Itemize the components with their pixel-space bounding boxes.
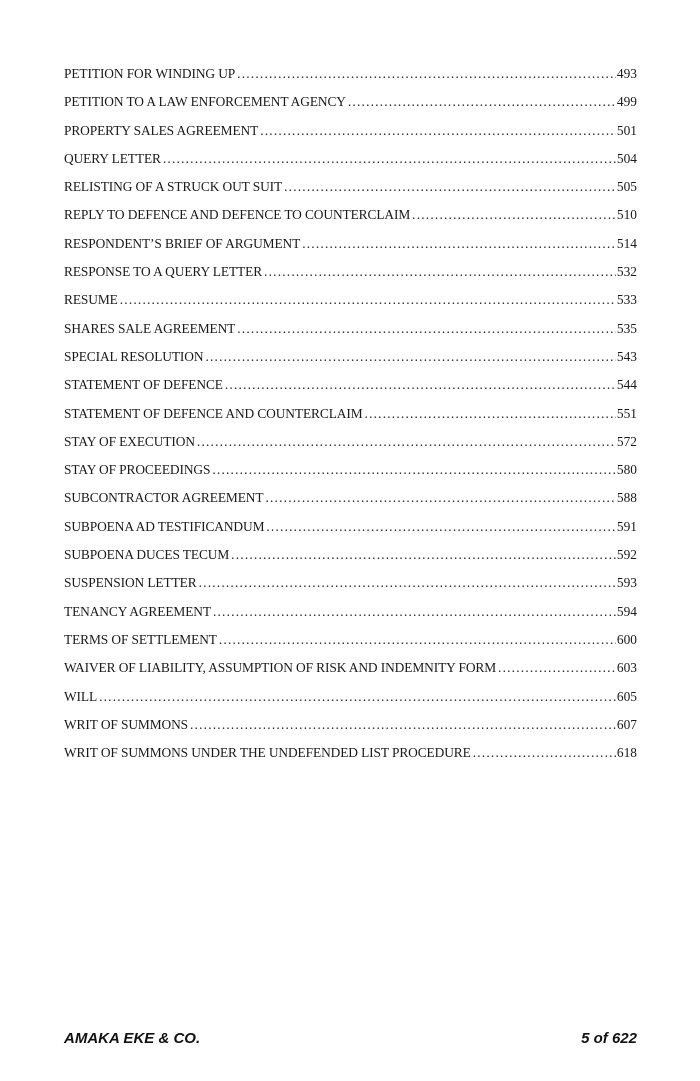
toc-entry-title: RESPONDENT’S BRIEF OF ARGUMENT [64,235,301,251]
toc-entry-title: RESUME [64,292,118,308]
toc-entry-title: TENANCY AGREEMENT [64,603,211,619]
toc-entry-page: 499 [616,94,637,110]
toc-entry[interactable] [64,117,637,145]
toc-entry-page: 551 [616,405,637,421]
toc-entry-title: SUSPENSION LETTER [64,575,197,591]
toc-entry-page: 603 [616,660,637,676]
toc-entry-page: 588 [616,490,637,506]
toc-entry-title: SHARES SALE AGREEMENT [64,320,236,336]
toc-entry-title: SUBPOENA DUCES TECUM [64,547,230,563]
toc-entry-title: WRIT OF SUMMONS [64,716,188,732]
toc-entry-page: 514 [616,235,637,251]
toc-entry-title: STATEMENT OF DEFENCE AND COUNTERCLAIM [64,405,363,421]
toc-entry[interactable] [64,173,637,201]
toc-entry-title: PROPERTY SALES AGREEMENT [64,122,259,138]
toc-entry[interactable] [64,315,637,343]
toc-entry-page: 572 [616,433,637,449]
toc-entry-page: 535 [616,320,637,336]
toc-entry[interactable] [64,258,637,286]
toc-entry[interactable] [64,484,637,512]
toc-entry-title: SPECIAL RESOLUTION [64,348,204,364]
toc-entry-page: 600 [616,631,637,647]
toc-entry-page: 505 [616,179,637,195]
toc-entry-page: 594 [616,603,637,619]
toc-entry-page: 493 [616,66,637,81]
toc-entry-title: REPLY TO DEFENCE AND DEFENCE TO COUNTERCLAIM [64,207,411,223]
toc-entry-title: STATEMENT OF DEFENCE [64,377,223,393]
toc-entry[interactable] [64,88,637,116]
toc-entry-title: SUBCONTRACTOR AGREEMENT [64,490,264,506]
toc-dot-leader [120,286,616,314]
toc-dot-leader [163,145,616,173]
toc-entry-title: QUERY LETTER [64,150,161,166]
toc-entry-title: SUBPOENA AD TESTIFICANDUM [64,518,265,534]
toc-dot-leader [265,484,615,512]
toc-entry[interactable] [64,683,637,711]
toc-dot-leader [266,513,616,541]
toc-dot-leader [237,60,616,88]
toc-entry[interactable] [64,569,637,597]
toc-entry[interactable] [64,711,637,739]
toc-entry-title: PETITION TO A LAW ENFORCEMENT AGENCY [64,94,346,110]
toc-dot-leader [302,230,616,258]
toc-entry-title: STAY OF EXECUTION [64,433,195,449]
toc-dot-leader [231,541,616,569]
toc-entry-page: 510 [616,207,637,223]
toc-entry[interactable] [64,541,637,569]
toc-dot-leader [237,315,616,343]
toc-entry[interactable] [64,598,637,626]
toc-entry-title: RELISTING OF A STRUCK OUT SUIT [64,179,283,195]
toc-entry-page: 544 [616,377,637,393]
toc-entry-page: 607 [616,716,637,732]
toc-entry-page: 593 [616,575,637,591]
table-of-contents [64,60,637,767]
toc-entry-page: 533 [616,292,637,308]
toc-entry-page: 532 [616,264,637,280]
toc-entry[interactable] [64,60,637,88]
toc-dot-leader [99,683,616,711]
toc-entry[interactable] [64,654,637,682]
toc-entry-page: 580 [616,462,637,478]
toc-entry-title: STAY OF PROCEEDINGS [64,462,211,478]
toc-entry[interactable] [64,343,637,371]
toc-dot-leader [365,400,616,428]
toc-entry-title: WILL [64,688,98,704]
toc-dot-leader [219,626,616,654]
toc-entry[interactable] [64,286,637,314]
toc-entry[interactable] [64,145,637,173]
firm-name: AMAKA EKE & CO. [64,1030,201,1047]
toc-entry-page: 618 [616,745,637,761]
toc-entry-page: 501 [616,122,637,138]
toc-entry[interactable] [64,201,637,229]
toc-dot-leader [199,569,616,597]
toc-entry[interactable] [64,428,637,456]
toc-entry-title: PETITION FOR WINDING UP [64,66,236,81]
toc-entry-page: 543 [616,348,637,364]
toc-entry-page: 592 [616,547,637,563]
toc-dot-leader [473,739,616,767]
toc-entry-title: WRIT OF SUMMONS UNDER THE UNDEFENDED LIST PROCEDURE [64,745,471,761]
toc-dot-leader [205,343,615,371]
toc-entry-page: 504 [616,150,637,166]
toc-dot-leader [213,598,616,626]
toc-dot-leader [264,258,616,286]
toc-entry-title: RESPONSE TO A QUERY LETTER [64,264,263,280]
toc-entry-title: WAIVER OF LIABILITY, ASSUMPTION OF RISK AND INDEMNITY FORM [64,660,497,676]
toc-entry[interactable] [64,626,637,654]
toc-dot-leader [498,654,616,682]
toc-dot-leader [348,88,616,116]
toc-entry[interactable] [64,230,637,258]
toc-entry[interactable] [64,513,637,541]
toc-dot-leader [212,456,616,484]
toc-dot-leader [190,711,616,739]
toc-entry-title: TERMS OF SETTLEMENT [64,631,217,647]
toc-entry[interactable] [64,456,637,484]
toc-entry-page: 591 [616,518,637,534]
toc-dot-leader [260,117,616,145]
toc-entry[interactable] [64,400,637,428]
toc-entry[interactable] [64,371,637,399]
page-indicator: 5 of 622 [581,1030,637,1047]
page-footer [64,1030,637,1047]
toc-entry[interactable] [64,739,637,767]
toc-dot-leader [197,428,616,456]
toc-dot-leader [284,173,616,201]
toc-dot-leader [412,201,616,229]
toc-dot-leader [225,371,616,399]
toc-entry-page: 605 [616,688,637,704]
